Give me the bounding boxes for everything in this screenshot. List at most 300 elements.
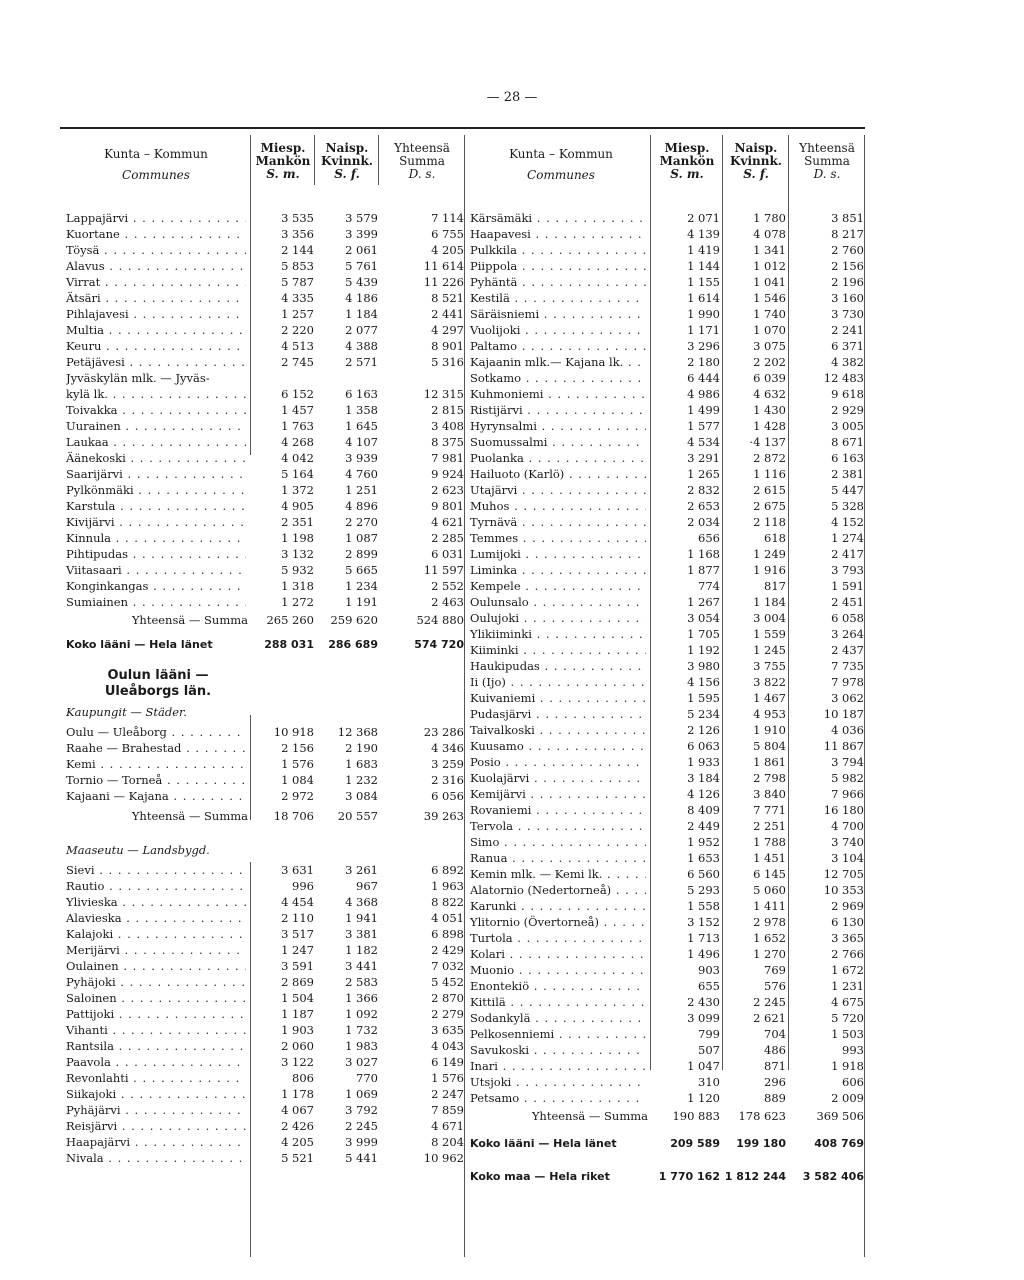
- male-count: 1 933: [687, 755, 720, 769]
- table-row: [470, 466, 864, 482]
- female-count: 2 202: [753, 355, 786, 369]
- table-row: [470, 642, 864, 658]
- commune-name: Äänekoski . . .: [66, 450, 246, 466]
- male-count: 3 980: [687, 659, 720, 673]
- table-row: [66, 724, 464, 740]
- table-row: [470, 578, 864, 594]
- table-row: [470, 1042, 864, 1058]
- maaseutu-heading: Maaseutu — Landsbygd.: [66, 843, 210, 857]
- total-count: 5 447: [831, 483, 864, 497]
- commune-name: Karunki . . .: [470, 898, 646, 914]
- total-count: 16 180: [823, 803, 864, 817]
- commune-name: Ylivieska . . .: [66, 894, 246, 910]
- commune-name: Paavola . . .: [66, 1054, 246, 1070]
- male-count: 10 918: [273, 725, 314, 739]
- total-count: 3 794: [831, 755, 864, 769]
- male-count: 1 084: [281, 773, 314, 787]
- table-row: [470, 370, 864, 386]
- total-count: 5 328: [831, 499, 864, 513]
- table-row: [66, 258, 464, 274]
- female-count: 1 184: [345, 307, 378, 321]
- left-table: [66, 210, 464, 1166]
- commune-name: Puolanka . . .: [470, 450, 646, 466]
- table-row: [66, 594, 464, 610]
- commune-name: Sodankylä . . .: [470, 1010, 646, 1026]
- total-count: 4 205: [431, 243, 464, 257]
- table-row: [66, 450, 464, 466]
- table-row: [470, 754, 864, 770]
- female-count: 1 092: [345, 1007, 378, 1021]
- table-row: [66, 418, 464, 434]
- commune-name: Kärsämäki . . .: [470, 210, 646, 226]
- commune-name: Kemin mlk. — Kemi lk. . . .: [470, 866, 646, 882]
- total-count: 3 062: [831, 691, 864, 705]
- male-count: 1 457: [281, 403, 314, 417]
- female-count: 889: [764, 1091, 786, 1105]
- female-count: 2 245: [345, 1119, 378, 1133]
- female-count: 3 381: [345, 927, 378, 941]
- male-count: 1 257: [281, 307, 314, 321]
- table-row: [470, 338, 864, 354]
- female-count: 6 039: [753, 371, 786, 385]
- commune-name: Kalajoki . . .: [66, 926, 246, 942]
- table-row: [470, 722, 864, 738]
- female-count: 2 245: [753, 995, 786, 1009]
- commune-name: Ranua . . .: [470, 850, 646, 866]
- male-count: 3 054: [687, 611, 720, 625]
- commune-name: Pihtipudas . . .: [66, 546, 246, 562]
- total-count: 1 231: [831, 979, 864, 993]
- female-count: 2 118: [753, 515, 786, 529]
- total-count: 23 286: [423, 725, 464, 739]
- female-count: 3 939: [345, 451, 378, 465]
- commune-name: Saloinen . . .: [66, 990, 246, 1006]
- male-count: 2 972: [281, 789, 314, 803]
- commune-name: Lappajärvi . . .: [66, 210, 246, 226]
- total-count: 1 274: [831, 531, 864, 545]
- table-row: [470, 258, 864, 274]
- male-count: 1 192: [687, 643, 720, 657]
- male-count: 4 139: [687, 227, 720, 241]
- male-count: 1 499: [687, 403, 720, 417]
- total-count: 2 463: [431, 595, 464, 609]
- total-count: 2 451: [831, 595, 864, 609]
- male-count: 806: [292, 1071, 314, 1085]
- commune-name: Kemi . . .: [66, 756, 246, 772]
- female-count: 2 270: [345, 515, 378, 529]
- female-count: 7 771: [753, 803, 786, 817]
- female-count: 1 366: [345, 991, 378, 1005]
- total-count: 2 285: [431, 531, 464, 545]
- male-count: 310: [698, 1075, 720, 1089]
- male-count: 1 558: [687, 899, 720, 913]
- table-row: [470, 242, 864, 258]
- male-count: 1 047: [687, 1059, 720, 1073]
- commune-name: Virrat . . .: [66, 274, 246, 290]
- male-count: 655: [698, 979, 720, 993]
- commune-name: Haapavesi . . .: [470, 226, 646, 242]
- table-row: [66, 926, 464, 942]
- table-row: [470, 210, 864, 226]
- total-count: 8 521: [431, 291, 464, 305]
- female-count: 871: [764, 1059, 786, 1073]
- summa-row: Yhteensä — Summa 18 706 20 557 39 263: [131, 809, 464, 823]
- table-row: [66, 578, 464, 594]
- commune-name: Kajaanin mlk.— Kajana lk. . . .: [470, 354, 646, 370]
- left-header-naisp: Naisp. Kvinnk. S. f.: [321, 141, 373, 181]
- female-count: 3 999: [345, 1135, 378, 1149]
- commune-name: Pelkosenniemi . . .: [470, 1026, 646, 1042]
- male-count: 4 126: [687, 787, 720, 801]
- table-row: [66, 894, 464, 910]
- female-count: 4 632: [753, 387, 786, 401]
- total-count: 4 297: [431, 323, 464, 337]
- commune-name: Rovaniemi . . .: [470, 802, 646, 818]
- table-row: [470, 306, 864, 322]
- commune-name: Haapajärvi . . .: [66, 1134, 246, 1150]
- table-row: [66, 354, 464, 370]
- commune-name: Laukaa . . .: [66, 434, 246, 450]
- table-row: [470, 978, 864, 994]
- male-count: 774: [698, 579, 720, 593]
- commune-name: Savukoski . . .: [470, 1042, 646, 1058]
- left-header-miesp: Miesp. Mankön S. m.: [255, 141, 311, 181]
- male-count: 2 110: [281, 911, 314, 925]
- total-count: 9 924: [431, 467, 464, 481]
- commune-name: Pyhäjärvi . . .: [66, 1102, 246, 1118]
- male-count: 1 171: [687, 323, 720, 337]
- commune-name: Pyhäntä . . .: [470, 274, 646, 290]
- commune-name: Pihlajavesi . . .: [66, 306, 246, 322]
- commune-name: Nivala . . .: [66, 1150, 246, 1166]
- female-count: 1 041: [753, 275, 786, 289]
- table-row: [470, 898, 864, 914]
- total-count: 7 032: [431, 959, 464, 973]
- female-count: 1 182: [345, 943, 378, 957]
- commune-name: Hailuoto (Karlö) . . .: [470, 466, 646, 482]
- female-count: 3 027: [345, 1055, 378, 1069]
- male-count: 1 595: [687, 691, 720, 705]
- female-count: 3 084: [345, 789, 378, 803]
- table-row: [66, 562, 464, 578]
- total-count: 2 247: [431, 1087, 464, 1101]
- female-count: 770: [356, 1071, 378, 1085]
- female-count: 1 559: [753, 627, 786, 641]
- female-count: 2 621: [753, 1011, 786, 1025]
- male-count: 903: [698, 963, 720, 977]
- commune-name: Hyrynsalmi . . .: [470, 418, 646, 434]
- total-count: 5 720: [831, 1011, 864, 1025]
- total-count: 5 982: [831, 771, 864, 785]
- male-count: 3 631: [281, 863, 314, 877]
- female-count: 2 061: [345, 243, 378, 257]
- male-count: 3 291: [687, 451, 720, 465]
- table-row: [470, 594, 864, 610]
- table-row: [470, 690, 864, 706]
- male-count: 1 614: [687, 291, 720, 305]
- female-count: 1 451: [753, 851, 786, 865]
- table-row: [470, 834, 864, 850]
- female-count: 3 004: [753, 611, 786, 625]
- female-count: 1 732: [345, 1023, 378, 1037]
- male-count: 1 198: [281, 531, 314, 545]
- female-count: 2 583: [345, 975, 378, 989]
- table-row: [470, 434, 864, 450]
- commune-name: Sumiainen . . .: [66, 594, 246, 610]
- female-count: 704: [764, 1027, 786, 1041]
- total-count: 7 114: [431, 211, 464, 225]
- female-count: 1 070: [753, 323, 786, 337]
- commune-name: Kinnula . . .: [66, 530, 246, 546]
- female-count: 4 368: [345, 895, 378, 909]
- commune-name: Reisjärvi . . .: [66, 1118, 246, 1134]
- female-count: 2 978: [753, 915, 786, 929]
- female-count: 3 755: [753, 659, 786, 673]
- male-count: 5 234: [687, 707, 720, 721]
- table-row: [470, 914, 864, 930]
- commune-name: Posio . . .: [470, 754, 646, 770]
- total-count: 5 316: [431, 355, 464, 369]
- male-count: 1 576: [281, 757, 314, 771]
- commune-name: Alatornio (Nedertorneå) . . .: [470, 882, 646, 898]
- table-row: [66, 402, 464, 418]
- male-count: 2 426: [281, 1119, 314, 1133]
- female-count: 2 615: [753, 483, 786, 497]
- total-count: 7 735: [831, 659, 864, 673]
- table-row: [470, 802, 864, 818]
- commune-name: Lumijoki . . .: [470, 546, 646, 562]
- total-count: 6 892: [431, 863, 464, 877]
- total-count: 606: [842, 1075, 864, 1089]
- male-count: 2 430: [687, 995, 720, 1009]
- commune-name: Ylitornio (Övertorneå) . . .: [470, 914, 646, 930]
- table-row: [66, 290, 464, 306]
- male-count: 5 293: [687, 883, 720, 897]
- total-count: 1 672: [831, 963, 864, 977]
- summa-row: Yhteensä — Summa 190 883 178 623 369 506: [531, 1109, 864, 1123]
- table-row: [470, 418, 864, 434]
- female-count: 2 190: [345, 741, 378, 755]
- male-count: 4 205: [281, 1135, 314, 1149]
- table-row: [66, 1022, 464, 1038]
- male-count: 1 155: [687, 275, 720, 289]
- table-row: [470, 1026, 864, 1042]
- female-count: 1 358: [345, 403, 378, 417]
- table-row: [66, 990, 464, 1006]
- female-count: 4 388: [345, 339, 378, 353]
- total-count: 2 760: [831, 243, 864, 257]
- male-count: 1 952: [687, 835, 720, 849]
- commune-name: Viitasaari . . .: [66, 562, 246, 578]
- male-count: 4 534: [687, 435, 720, 449]
- table-row: [66, 322, 464, 338]
- commune-name: Siikajoki . . .: [66, 1086, 246, 1102]
- female-count: 4 078: [753, 227, 786, 241]
- total-count: 3 104: [831, 851, 864, 865]
- total-count: 8 375: [431, 435, 464, 449]
- total-count: 12 705: [823, 867, 864, 881]
- male-count: 1 178: [281, 1087, 314, 1101]
- male-count: 1 267: [687, 595, 720, 609]
- table-row: [66, 958, 464, 974]
- commune-name: Multia . . .: [66, 322, 246, 338]
- female-count: 1 087: [345, 531, 378, 545]
- male-count: 4 042: [281, 451, 314, 465]
- table-row: [66, 740, 464, 756]
- male-count: 1 496: [687, 947, 720, 961]
- table-row: [66, 466, 464, 482]
- commune-name: Turtola . . .: [470, 930, 646, 946]
- commune-name: Ii (Ijo) . . .: [470, 674, 646, 690]
- table-row: [470, 962, 864, 978]
- female-count: 1 341: [753, 243, 786, 257]
- table-row: [470, 930, 864, 946]
- female-count: 5 804: [753, 739, 786, 753]
- total-count: 4 675: [831, 995, 864, 1009]
- commune-name: Pylkönmäki . . .: [66, 482, 246, 498]
- male-count: 2 351: [281, 515, 314, 529]
- female-count: 1 910: [753, 723, 786, 737]
- commune-name: Petsamo . . .: [470, 1090, 646, 1106]
- commune-name: Rantsila . . .: [66, 1038, 246, 1054]
- total-count: 1 576: [431, 1071, 464, 1085]
- table-row: [470, 610, 864, 626]
- total-count: 2 009: [831, 1091, 864, 1105]
- table-row: [66, 1134, 464, 1150]
- commune-name: Kempele . . .: [470, 578, 646, 594]
- page-number: — 28 —: [486, 90, 538, 105]
- female-count: 5 060: [753, 883, 786, 897]
- table-row: [470, 786, 864, 802]
- male-count: 4 067: [281, 1103, 314, 1117]
- table-row: [66, 274, 464, 290]
- total-count: 2 552: [431, 579, 464, 593]
- male-count: 1 653: [687, 851, 720, 865]
- female-count: 1 645: [345, 419, 378, 433]
- total-count: 993: [842, 1043, 864, 1057]
- female-count: 5 441: [345, 1151, 378, 1165]
- total-count: 10 187: [823, 707, 864, 721]
- male-count: 4 335: [281, 291, 314, 305]
- male-count: 2 653: [687, 499, 720, 513]
- male-count: 6 560: [687, 867, 720, 881]
- male-count: 2 156: [281, 741, 314, 755]
- female-count: 5 665: [345, 563, 378, 577]
- koko-maa-row: Koko maa — Hela riket 1 770 162 1 812 244 3 582 406: [470, 1170, 864, 1183]
- table-row: [470, 882, 864, 898]
- female-count: 1 428: [753, 419, 786, 433]
- table-row: [66, 1150, 464, 1166]
- table-row: [66, 1006, 464, 1022]
- table-row: [470, 818, 864, 834]
- table-row: [66, 788, 464, 804]
- commune-name: Tyrnävä . . .: [470, 514, 646, 530]
- male-count: 2 745: [281, 355, 314, 369]
- table-row: [470, 562, 864, 578]
- table-row: [470, 994, 864, 1010]
- top-rule: [60, 127, 865, 129]
- male-count: 3 296: [687, 339, 720, 353]
- commune-name: Keuru . . .: [66, 338, 246, 354]
- male-count: 1 763: [281, 419, 314, 433]
- female-count: ·4 137: [749, 435, 786, 449]
- male-count: 1 577: [687, 419, 720, 433]
- table-row: [66, 1070, 464, 1086]
- male-count: 4 513: [281, 339, 314, 353]
- total-count: 6 130: [831, 915, 864, 929]
- total-count: 2 156: [831, 259, 864, 273]
- female-count: 4 186: [345, 291, 378, 305]
- commune-name: Vihanti . . .: [66, 1022, 246, 1038]
- male-count: 656: [698, 531, 720, 545]
- male-count: 2 126: [687, 723, 720, 737]
- male-count: 6 152: [281, 387, 314, 401]
- total-count: 3 259: [431, 757, 464, 771]
- total-count: 6 755: [431, 227, 464, 241]
- table-row: [470, 626, 864, 642]
- total-count: 2 929: [831, 403, 864, 417]
- koko-laani-row: Koko lääni — Hela länet 288 031 286 689 574 720: [66, 638, 464, 651]
- total-count: 11 614: [423, 259, 464, 273]
- male-count: 3 132: [281, 547, 314, 561]
- commune-name: Muonio . . .: [470, 962, 646, 978]
- male-count: 2 071: [687, 211, 720, 225]
- commune-name: Kuivaniemi . . .: [470, 690, 646, 706]
- male-count: 6 063: [687, 739, 720, 753]
- male-count: 1 504: [281, 991, 314, 1005]
- total-count: 4 152: [831, 515, 864, 529]
- total-count: 6 056: [431, 789, 464, 803]
- male-count: 8 409: [687, 803, 720, 817]
- female-count: 12 368: [337, 725, 378, 739]
- kaupungit-heading: Kaupungit — Städer.: [66, 705, 187, 719]
- total-count: 11 226: [423, 275, 464, 289]
- table-row: [66, 878, 464, 894]
- table-row: [66, 226, 464, 242]
- female-count: 2 899: [345, 547, 378, 561]
- male-count: 3 356: [281, 227, 314, 241]
- commune-name: Toivakka . . .: [66, 402, 246, 418]
- female-count: 576: [764, 979, 786, 993]
- female-count: 3 792: [345, 1103, 378, 1117]
- commune-name: Ätsäri . . .: [66, 290, 246, 306]
- female-count: 1 683: [345, 757, 378, 771]
- male-count: 1 120: [687, 1091, 720, 1105]
- male-count: 2 060: [281, 1039, 314, 1053]
- female-count: 1 232: [345, 773, 378, 787]
- total-count: 3 160: [831, 291, 864, 305]
- total-count: 4 671: [431, 1119, 464, 1133]
- female-count: 1 184: [753, 595, 786, 609]
- table-row: [66, 756, 464, 772]
- commune-name: Paltamo . . .: [470, 338, 646, 354]
- male-count: 3 152: [687, 915, 720, 929]
- commune-name: kylä lk. . . .: [66, 386, 246, 402]
- female-count: 967: [356, 879, 378, 893]
- commune-name: Inari . . .: [470, 1058, 646, 1074]
- male-count: 3 184: [687, 771, 720, 785]
- total-count: 2 417: [831, 547, 864, 561]
- right-header-yhteensa: Yhteensä Summa D. s.: [799, 141, 855, 181]
- commune-name: Saarijärvi . . .: [66, 466, 246, 482]
- female-count: 3 579: [345, 211, 378, 225]
- total-count: 2 441: [431, 307, 464, 321]
- female-count: 817: [764, 579, 786, 593]
- table-row: [66, 338, 464, 354]
- female-count: 1 467: [753, 691, 786, 705]
- commune-name: Enontekiö . . .: [470, 978, 646, 994]
- table-row: [66, 910, 464, 926]
